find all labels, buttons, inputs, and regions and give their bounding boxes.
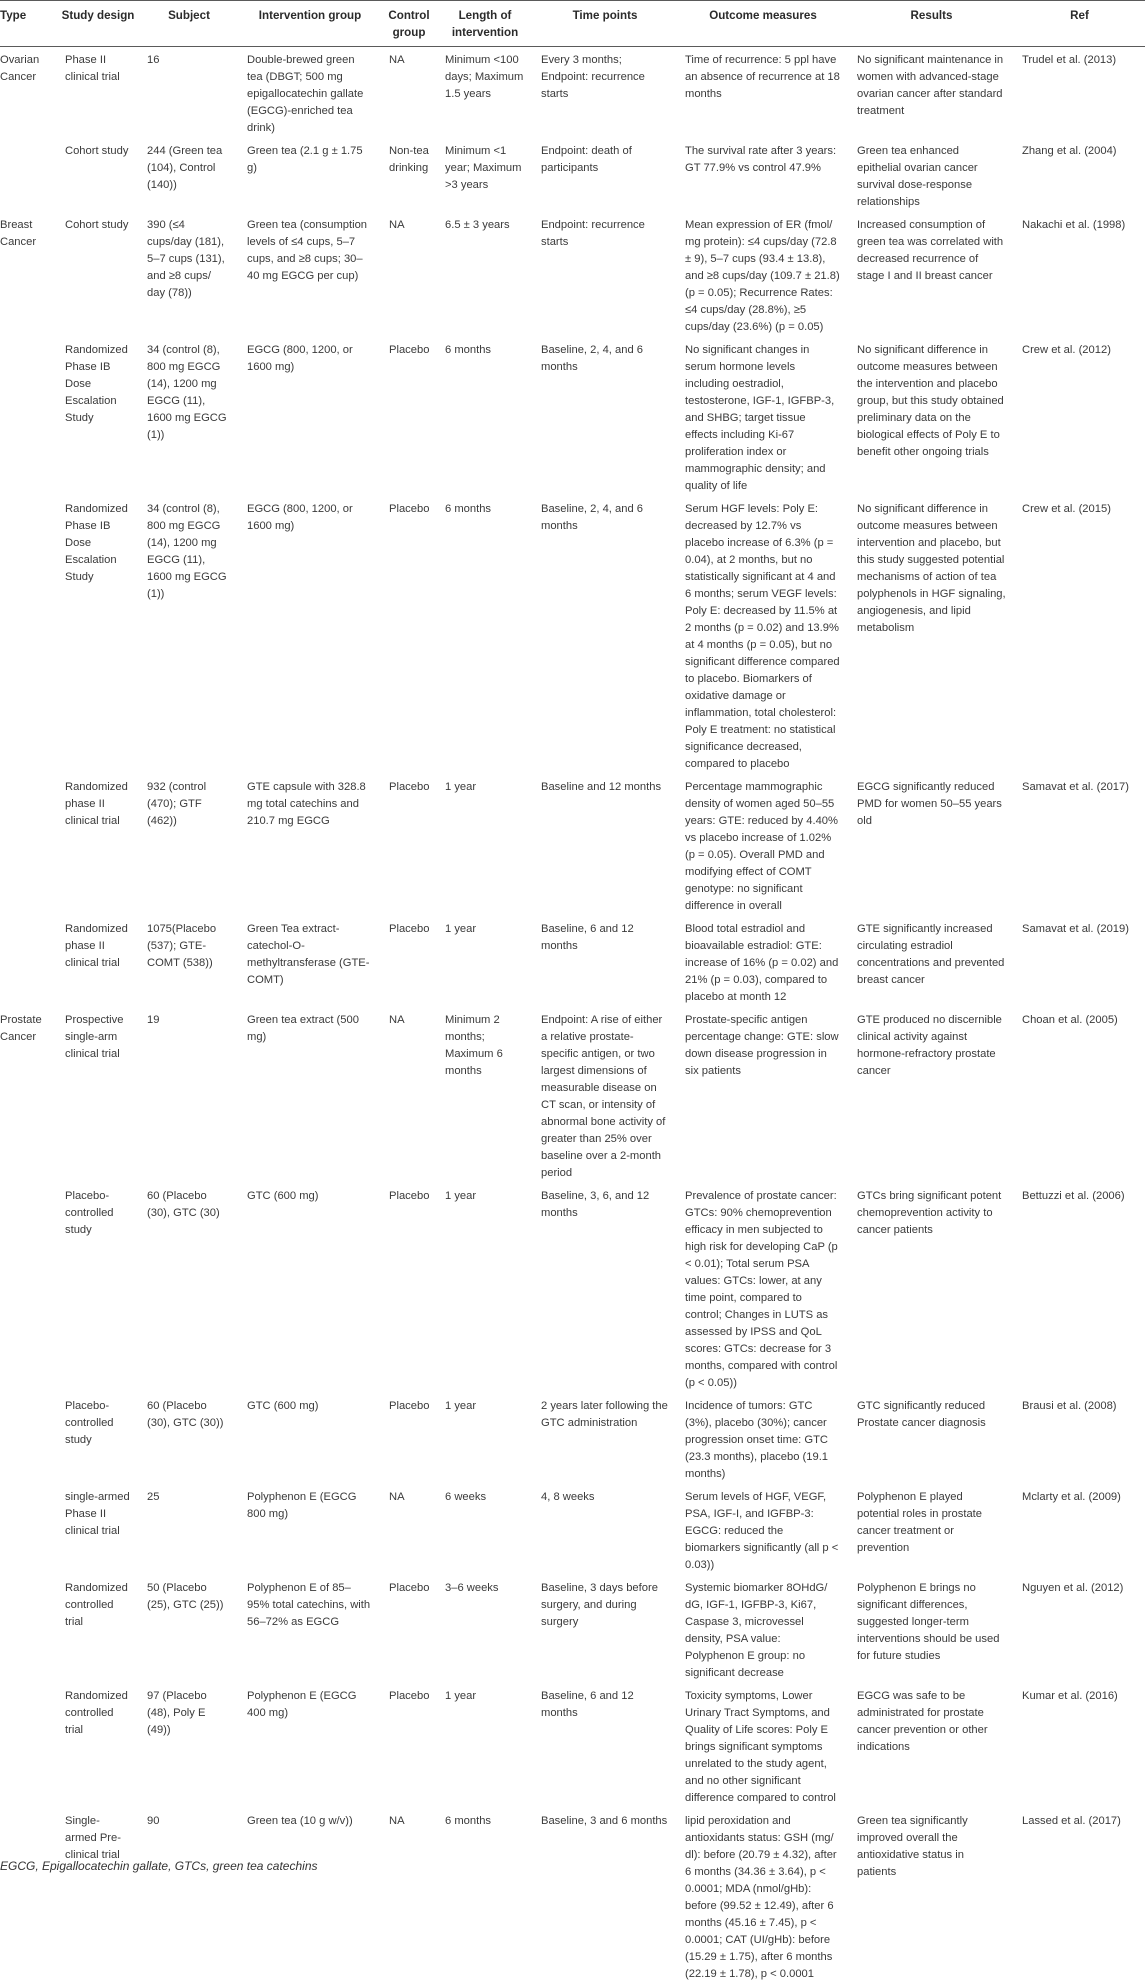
- cell-results: Green tea significantly improved overall the antioxidative status in patients: [849, 1808, 1014, 1986]
- cell-ref: Trudel et al. (2013): [1014, 47, 1145, 139]
- cell-time-points: Baseline, 6 and 12 months: [533, 916, 677, 1007]
- cell-intervention-group: Polyphenon E of 85–95% total catechins, with 56–72% as EGCG: [239, 1575, 381, 1683]
- cell-study-design: Randomized controlled trial: [57, 1683, 139, 1808]
- table-row: [0, 916, 1145, 1007]
- cell-ref: Bettuzzi et al. (2006): [1014, 1183, 1145, 1393]
- cell-results: GTE produced no discernible clinical activity against hormone-refractory prostate cancer: [849, 1007, 1014, 1183]
- cell-subject: 1075(Placebo (537); GTE-COMT (538)): [139, 916, 239, 1007]
- cell-time-points: Baseline and 12 months: [533, 774, 677, 916]
- table-footnote: EGCG, Epigallocatechin gallate, GTCs, green tea catechins: [0, 1859, 318, 1873]
- header-subject: Subject: [139, 1, 239, 47]
- cell-length: Minimum <100 days; Maximum 1.5 years: [437, 47, 533, 139]
- cell-control-group: Placebo: [381, 1575, 437, 1683]
- cell-time-points: Baseline, 3 and 6 months: [533, 1808, 677, 1986]
- cell-subject: 97 (Placebo (48), Poly E (49)): [139, 1683, 239, 1808]
- table-row: [0, 1484, 1145, 1575]
- cell-results: No significant difference in outcome measures between intervention and placebo, but this study suggested potential mechanisms of action of tea polyphenols in HGF signaling, angiogenesis, and lipid metabolism: [849, 496, 1014, 774]
- cell-intervention-group: GTC (600 mg): [239, 1183, 381, 1393]
- cell-length: 1 year: [437, 916, 533, 1007]
- cell-results: No significant difference in outcome measures between the intervention and placebo group, but this study obtained preliminary data on the biological effects of Poly E to benefit other ongoing trials: [849, 337, 1014, 496]
- cell-subject: 19: [139, 1007, 239, 1183]
- table-row: [0, 47, 1145, 139]
- header-results: Results: [849, 1, 1014, 47]
- cell-ref: Crew et al. (2015): [1014, 496, 1145, 774]
- table-row: [0, 1393, 1145, 1484]
- cell-control-group: NA: [381, 1808, 437, 1986]
- header-outcome-measures: Outcome measures: [677, 1, 849, 47]
- cell-control-group: NA: [381, 1007, 437, 1183]
- table-body: [0, 47, 1145, 1986]
- cell-subject: 16: [139, 47, 239, 139]
- cell-length: 6 months: [437, 337, 533, 496]
- cell-ref: Zhang et al. (2004): [1014, 138, 1145, 212]
- cell-time-points: 2 years later following the GTC administration: [533, 1393, 677, 1484]
- cell-control-group: NA: [381, 1484, 437, 1575]
- cell-type: [0, 1484, 57, 1575]
- cell-study-design: Cohort study: [57, 212, 139, 337]
- table-row: [0, 1007, 1145, 1183]
- cell-type: [0, 1183, 57, 1393]
- cell-intervention-group: Polyphenon E (EGCG 800 mg): [239, 1484, 381, 1575]
- cell-intervention-group: EGCG (800, 1200, or 1600 mg): [239, 337, 381, 496]
- cell-study-design: Placebo-controlled study: [57, 1183, 139, 1393]
- header-ref: Ref: [1014, 1, 1145, 47]
- cell-ref: Samavat et al. (2019): [1014, 916, 1145, 1007]
- table-row: [0, 1183, 1145, 1393]
- cell-control-group: Placebo: [381, 916, 437, 1007]
- cell-type: [0, 496, 57, 774]
- cell-time-points: Baseline, 2, 4, and 6 months: [533, 337, 677, 496]
- cell-subject: 244 (Green tea (104), Control (140)): [139, 138, 239, 212]
- cell-outcome-measures: The survival rate after 3 years: GT 77.9% vs control 47.9%: [677, 138, 849, 212]
- table-row: [0, 1683, 1145, 1808]
- cell-intervention-group: Green tea (2.1 g ± 1.75 g): [239, 138, 381, 212]
- cell-length: 6 months: [437, 496, 533, 774]
- cell-intervention-group: GTE capsule with 328.8 mg total catechins and 210.7 mg EGCG: [239, 774, 381, 916]
- cell-subject: 50 (Placebo (25), GTC (25)): [139, 1575, 239, 1683]
- cell-study-design: Randomized phase II clinical trial: [57, 916, 139, 1007]
- cell-control-group: Placebo: [381, 774, 437, 916]
- cell-length: 6 weeks: [437, 1484, 533, 1575]
- cell-study-design: Placebo-controlled study: [57, 1393, 139, 1484]
- table-row: [0, 138, 1145, 212]
- cell-time-points: Endpoint: recurrence starts: [533, 212, 677, 337]
- cell-study-design: Randomized Phase IB Dose Escalation Study: [57, 337, 139, 496]
- table-row: [0, 1575, 1145, 1683]
- cell-subject: 60 (Placebo (30), GTC (30)): [139, 1393, 239, 1484]
- cell-subject: 932 (control (470); GTF (462)): [139, 774, 239, 916]
- cell-time-points: Every 3 months; Endpoint: recurrence starts: [533, 47, 677, 139]
- cell-time-points: Baseline, 6 and 12 months: [533, 1683, 677, 1808]
- cell-length: Minimum <1 year; Maximum >3 years: [437, 138, 533, 212]
- cell-results: Polyphenon E played potential roles in prostate cancer treatment or prevention: [849, 1484, 1014, 1575]
- cell-intervention-group: Double-brewed green tea (DBGT; 500 mg epigallocatechin gallate (EGCG)-enriched tea drink): [239, 47, 381, 139]
- header-intervention-group: Intervention group: [239, 1, 381, 47]
- cell-study-design: Randomized phase II clinical trial: [57, 774, 139, 916]
- cell-ref: Samavat et al. (2017): [1014, 774, 1145, 916]
- cell-outcome-measures: Mean expression of ER (fmol/ mg protein): ≤4 cups/day (72.8 ± 9), 5–7 cups (93.4 ± 13.8), and ≥8 cups/day (109.7 ± 21.8) (p = 0.05); Recurrence Rates: ≤4 cups/day (28.8%), ≥5 cups/day (23.6%) (p = 0.05): [677, 212, 849, 337]
- cell-results: EGCG significantly reduced PMD for women 50–55 years old: [849, 774, 1014, 916]
- cell-time-points: Baseline, 3, 6, and 12 months: [533, 1183, 677, 1393]
- cell-results: GTC significantly reduced Prostate cancer diagnosis: [849, 1393, 1014, 1484]
- cell-results: GTE significantly increased circulating estradiol concentrations and prevented breast cancer: [849, 916, 1014, 1007]
- table-row: [0, 496, 1145, 774]
- cell-subject: 34 (control (8), 800 mg EGCG (14), 1200 mg EGCG (11), 1600 mg EGCG (1)): [139, 337, 239, 496]
- cell-type: [0, 1575, 57, 1683]
- cell-outcome-measures: Systemic biomarker 8OHdG/ dG, IGF-1, IGFBP-3, Ki67, Caspase 3, microvessel density, PSA value: Polyphenon E group: no significant decrease: [677, 1575, 849, 1683]
- cell-length: 1 year: [437, 1683, 533, 1808]
- cell-type: [0, 1683, 57, 1808]
- cell-outcome-measures: Incidence of tumors: GTC (3%), placebo (30%); cancer progression onset time: GTC (23.3 months), placebo (19.1 months): [677, 1393, 849, 1484]
- cell-length: 1 year: [437, 1393, 533, 1484]
- cell-type: Prostate Cancer: [0, 1007, 57, 1183]
- cell-results: Increased consumption of green tea was correlated with decreased recurrence of stage I and II breast cancer: [849, 212, 1014, 337]
- cell-type: [0, 1808, 57, 1986]
- header-control-group: Control group: [381, 1, 437, 47]
- cell-type: [0, 916, 57, 1007]
- cell-outcome-measures: Serum levels of HGF, VEGF, PSA, IGF-I, and IGFBP-3: EGCG: reduced the biomarkers significantly (all p < 0.03)): [677, 1484, 849, 1575]
- cell-length: 3–6 weeks: [437, 1575, 533, 1683]
- cell-study-design: Cohort study: [57, 138, 139, 212]
- cell-results: No significant maintenance in women with advanced-stage ovarian cancer after standard treatment: [849, 47, 1014, 139]
- cell-control-group: Placebo: [381, 496, 437, 774]
- cell-subject: 60 (Placebo (30), GTC (30): [139, 1183, 239, 1393]
- cell-study-design: Randomized Phase IB Dose Escalation Study: [57, 496, 139, 774]
- table-row: [0, 212, 1145, 337]
- cell-ref: Nguyen et al. (2012): [1014, 1575, 1145, 1683]
- header-length: Length of intervention: [437, 1, 533, 47]
- cell-ref: Lassed et al. (2017): [1014, 1808, 1145, 1986]
- cell-subject: 390 (≤4 cups/day (181), 5–7 cups (131), and ≥8 cups/ day (78)): [139, 212, 239, 337]
- cell-intervention-group: Polyphenon E (EGCG 400 mg): [239, 1683, 381, 1808]
- cell-study-design: Phase II clinical trial: [57, 47, 139, 139]
- cell-results: GTCs bring significant potent chemoprevention activity to cancer patients: [849, 1183, 1014, 1393]
- cell-control-group: Placebo: [381, 1393, 437, 1484]
- cell-length: 6.5 ± 3 years: [437, 212, 533, 337]
- cell-study-design: Single-armed Pre-clinical trial: [57, 1808, 139, 1986]
- cell-subject: 90: [139, 1808, 239, 1986]
- cell-ref: Kumar et al. (2016): [1014, 1683, 1145, 1808]
- cell-study-design: Randomized controlled trial: [57, 1575, 139, 1683]
- cell-ref: Mclarty et al. (2009): [1014, 1484, 1145, 1575]
- cell-control-group: Non-tea drinking: [381, 138, 437, 212]
- cell-intervention-group: GTC (600 mg): [239, 1393, 381, 1484]
- cell-intervention-group: Green tea (consumption levels of ≤4 cups, 5–7 cups, and ≥8 cups; 30–40 mg EGCG per cup): [239, 212, 381, 337]
- cell-time-points: 4, 8 weeks: [533, 1484, 677, 1575]
- cell-length: 6 months: [437, 1808, 533, 1986]
- cell-outcome-measures: Toxicity symptoms, Lower Urinary Tract Symptoms, and Quality of Life scores: Poly E brings significant symptoms unrelated to the study agent, and no other significant difference compared to control: [677, 1683, 849, 1808]
- cell-outcome-measures: Time of recurrence: 5 ppl have an absence of recurrence at 18 months: [677, 47, 849, 139]
- cell-outcome-measures: Prevalence of prostate cancer: GTCs: 90% chemoprevention efficacy in men subjected to high risk for developing CaP (p < 0.01); Total serum PSA values: GTCs: lower, at any time point, compared to control; Changes in LUTS as assessed by IPSS and QoL scores: GTCs: decrease for 3 months, compared with control (p < 0.05)): [677, 1183, 849, 1393]
- cell-results: Green tea enhanced epithelial ovarian cancer survival dose-response relationships: [849, 138, 1014, 212]
- header-time-points: Time points: [533, 1, 677, 47]
- cell-type: [0, 138, 57, 212]
- table-row: [0, 1808, 1145, 1986]
- header-study-design: Study design: [57, 1, 139, 47]
- cell-study-design: Prospective single-arm clinical trial: [57, 1007, 139, 1183]
- cell-time-points: Baseline, 2, 4, and 6 months: [533, 496, 677, 774]
- cell-type: Breast Cancer: [0, 212, 57, 337]
- cell-control-group: NA: [381, 47, 437, 139]
- table-header: [0, 1, 1145, 47]
- cell-control-group: Placebo: [381, 1183, 437, 1393]
- cell-type: [0, 774, 57, 916]
- cell-control-group: Placebo: [381, 1683, 437, 1808]
- cell-outcome-measures: Serum HGF levels: Poly E: decreased by 12.7% vs placebo increase of 6.3% (p = 0.04), at 2 months, but no statistically significant at 4 and 6 months; serum VEGF levels: Poly E: decreased by 11.5% at 2 months (p = 0.02) and 13.9% at 4 months (p = 0.05), but no significant difference compared to placebo. Biomarkers of oxidative damage or inflammation, total cholesterol: Poly E treatment: no statistical significance decreased, compared to placebo: [677, 496, 849, 774]
- cell-length: 1 year: [437, 1183, 533, 1393]
- cell-type: Ovarian Cancer: [0, 47, 57, 139]
- cell-intervention-group: Green tea extract (500 mg): [239, 1007, 381, 1183]
- cell-ref: Brausi et al. (2008): [1014, 1393, 1145, 1484]
- cell-results: Polyphenon E brings no significant differences, suggested longer-term interventions should be used for future studies: [849, 1575, 1014, 1683]
- cell-outcome-measures: lipid peroxidation and antioxidants status: GSH (mg/ dl): before (20.79 ± 4.32), after 6 months (34.36 ± 3.64), p < 0.0001; MDA (nmol/gHb): before (99.52 ± 12.49), after 6 months (45.16 ± 7.45), p < 0.0001; CAT (UI/gHb): before (15.29 ± 1.75), after 6 months (22.19 ± 1.78), p < 0.0001: [677, 1808, 849, 1986]
- cell-control-group: NA: [381, 212, 437, 337]
- cell-subject: 34 (control (8), 800 mg EGCG (14), 1200 mg EGCG (11), 1600 mg EGCG (1)): [139, 496, 239, 774]
- cell-results: EGCG was safe to be administrated for prostate cancer prevention or other indications: [849, 1683, 1014, 1808]
- cell-intervention-group: EGCG (800, 1200, or 1600 mg): [239, 496, 381, 774]
- cell-outcome-measures: Prostate-specific antigen percentage change: GTE: slow down disease progression in six patients: [677, 1007, 849, 1183]
- header-type: Type: [0, 1, 57, 47]
- cell-type: [0, 1393, 57, 1484]
- cell-intervention-group: Green Tea extract-catechol-O-methyltransferase (GTE-COMT): [239, 916, 381, 1007]
- cell-outcome-measures: No significant changes in serum hormone levels including oestradiol, testosterone, IGF-1, IGFBP-3, and SHBG; target tissue effects including Ki-67 proliferation index or mammographic density; and quality of life: [677, 337, 849, 496]
- cell-outcome-measures: Percentage mammographic density of women aged 50–55 years: GTE: reduced by 4.40% vs placebo increase of 1.02% (p = 0.05). Overall PMD and modifying effect of COMT genotype: no significant difference in overall: [677, 774, 849, 916]
- cell-length: 1 year: [437, 774, 533, 916]
- table-row: [0, 337, 1145, 496]
- cell-ref: Choan et al. (2005): [1014, 1007, 1145, 1183]
- cell-length: Minimum 2 months; Maximum 6 months: [437, 1007, 533, 1183]
- cell-control-group: Placebo: [381, 337, 437, 496]
- cell-time-points: Baseline, 3 days before surgery, and during surgery: [533, 1575, 677, 1683]
- cell-type: [0, 337, 57, 496]
- cell-outcome-measures: Blood total estradiol and bioavailable estradiol: GTE: increase of 16% (p = 0.02) and 21% (p = 0.03), compared to placebo at month 12: [677, 916, 849, 1007]
- cell-subject: 25: [139, 1484, 239, 1575]
- cell-intervention-group: Green tea (10 g w/v)): [239, 1808, 381, 1986]
- cell-ref: Nakachi et al. (1998): [1014, 212, 1145, 337]
- cell-ref: Crew et al. (2012): [1014, 337, 1145, 496]
- cell-study-design: single-armed Phase II clinical trial: [57, 1484, 139, 1575]
- table-row: [0, 774, 1145, 916]
- cell-time-points: Endpoint: death of participants: [533, 138, 677, 212]
- cell-time-points: Endpoint: A rise of either a relative prostate-specific antigen, or two largest dimensions of measurable disease on CT scan, or intensity of abnormal bone activity of greater than 25% over baseline over a 2-month period: [533, 1007, 677, 1183]
